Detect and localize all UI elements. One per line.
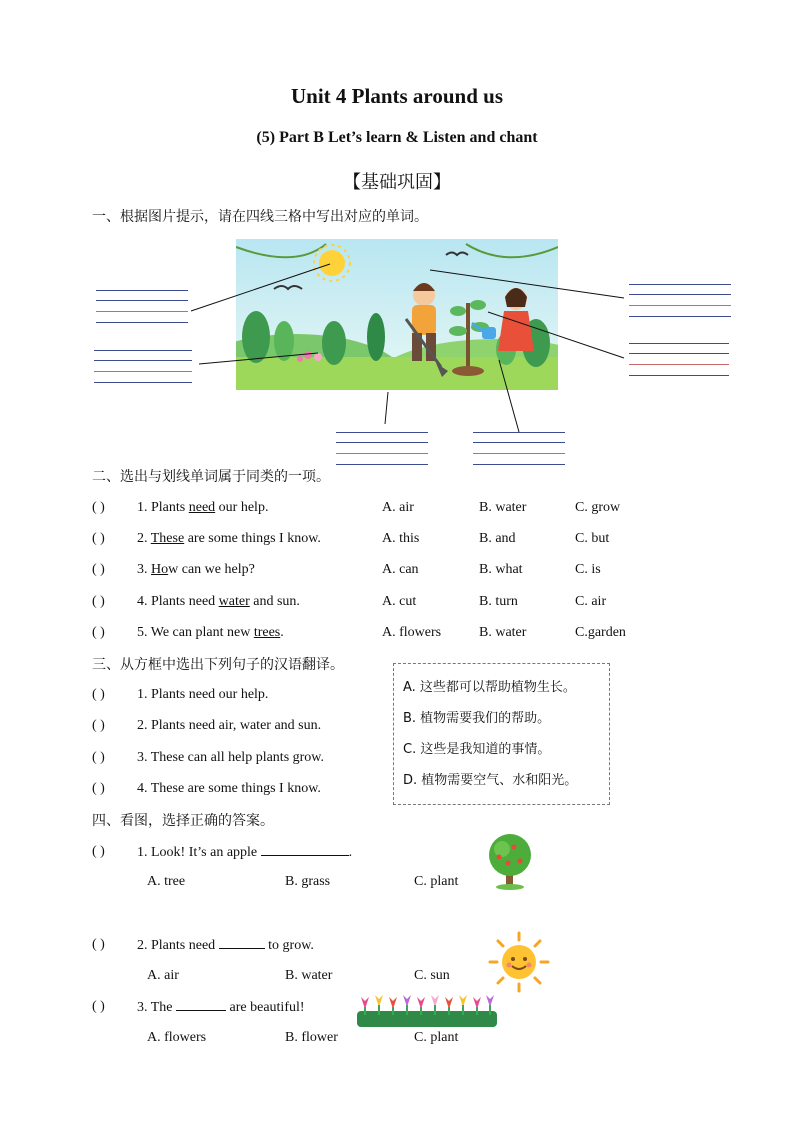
- sentence-text: 3. These can all help plants grow.: [137, 750, 325, 765]
- question-text: 3. How can we help?: [137, 562, 255, 577]
- pointer-lines: [0, 0, 794, 470]
- option-c: C. is: [575, 562, 601, 577]
- tulips-icon: [357, 987, 497, 1027]
- answer-paren[interactable]: ( ): [92, 999, 105, 1014]
- answer-paren[interactable]: ( ): [92, 844, 105, 859]
- option-c: C. sun: [414, 968, 450, 983]
- writing-grid-2[interactable]: [94, 350, 192, 384]
- sentence-text: 4. These are some things I know.: [137, 781, 321, 796]
- question-text: 2. Plants need to grow.: [137, 935, 314, 955]
- option-a: A. flowers: [382, 625, 442, 640]
- page-title: Unit 4 Plants around us: [290, 84, 503, 108]
- question-text: 5. We can plant new trees.: [137, 625, 284, 640]
- option-b: B. turn: [479, 594, 518, 609]
- question-text: 4. Plants need water and sun.: [137, 594, 300, 609]
- writing-grid-5[interactable]: [629, 284, 731, 318]
- part2-instruction: 二、选出与划线单词属于同类的一项。: [92, 469, 330, 485]
- writing-grid-1[interactable]: [96, 290, 188, 324]
- question-text: 2. These are some things I know.: [137, 531, 321, 546]
- option-b: B. water: [479, 625, 527, 640]
- option-a: A. tree: [147, 874, 186, 889]
- part4-instruction: 四、看图，选择正确的答案。: [92, 813, 274, 829]
- answer-paren[interactable]: ( ): [92, 937, 105, 952]
- answer-paren[interactable]: ( ): [92, 594, 105, 609]
- question-text: 3. The are beautiful!: [137, 997, 305, 1017]
- answer-paren[interactable]: ( ): [92, 750, 105, 765]
- option-c: C. plant: [414, 1030, 459, 1045]
- option-b: B. and: [479, 531, 516, 546]
- answer-paren[interactable]: ( ): [92, 562, 105, 577]
- option-a: A. cut: [382, 594, 417, 609]
- option-a: A. air: [147, 968, 179, 983]
- option-a: A. can: [382, 562, 419, 577]
- smiling-sun-icon: [488, 931, 550, 993]
- option-c: C.garden: [575, 625, 626, 640]
- answer-paren[interactable]: ( ): [92, 718, 105, 733]
- translation-option-b: B. 植物需要我们的帮助。: [403, 711, 551, 726]
- writing-grid-6[interactable]: [629, 343, 729, 377]
- page-subtitle: (5) Part B Let’s learn & Listen and chant: [256, 129, 538, 146]
- section-heading: 【基础巩固】: [343, 172, 451, 193]
- sentence-text: 1. Plants need our help.: [137, 687, 269, 702]
- answer-blank[interactable]: [176, 997, 226, 1011]
- sentence-text: 2. Plants need air, water and sun.: [137, 718, 322, 733]
- writing-grid-4[interactable]: [473, 432, 565, 466]
- answer-blank[interactable]: [219, 935, 265, 949]
- answer-paren[interactable]: ( ): [92, 781, 105, 796]
- answer-blank[interactable]: [261, 842, 349, 856]
- writing-grid-3[interactable]: [336, 432, 428, 466]
- option-b: B. grass: [285, 874, 331, 889]
- answer-paren[interactable]: ( ): [92, 531, 105, 546]
- part3-instruction: 三、从方框中选出下列句子的汉语翻译。: [92, 657, 344, 673]
- option-b: B. water: [479, 500, 527, 515]
- answer-paren[interactable]: ( ): [92, 500, 105, 515]
- option-c: C. but: [575, 531, 610, 546]
- answer-paren[interactable]: ( ): [92, 625, 105, 640]
- option-b: B. flower: [285, 1030, 338, 1045]
- option-b: B. what: [479, 562, 523, 577]
- translation-option-d: D. 植物需要空气、水和阳光。: [403, 773, 578, 788]
- option-c: C. plant: [414, 874, 459, 889]
- translation-option-a: A. 这些都可以帮助植物生长。: [403, 680, 576, 695]
- translation-option-c: C. 这些是我知道的事情。: [403, 742, 551, 757]
- option-c: C. air: [575, 594, 607, 609]
- option-a: A. flowers: [147, 1030, 207, 1045]
- option-b: B. water: [285, 968, 333, 983]
- option-a: A. air: [382, 500, 414, 515]
- answer-paren[interactable]: ( ): [92, 687, 105, 702]
- option-c: C. grow: [575, 500, 621, 515]
- translation-box: [393, 663, 610, 805]
- option-a: A. this: [382, 531, 420, 546]
- question-text: 1. Plants need our help.: [137, 500, 269, 515]
- apple-tree-icon: [484, 833, 536, 891]
- part1-instruction: 一、根据图片提示，请在四线三格中写出对应的单词。: [92, 209, 428, 225]
- question-text: 1. Look! It’s an apple .: [137, 842, 352, 862]
